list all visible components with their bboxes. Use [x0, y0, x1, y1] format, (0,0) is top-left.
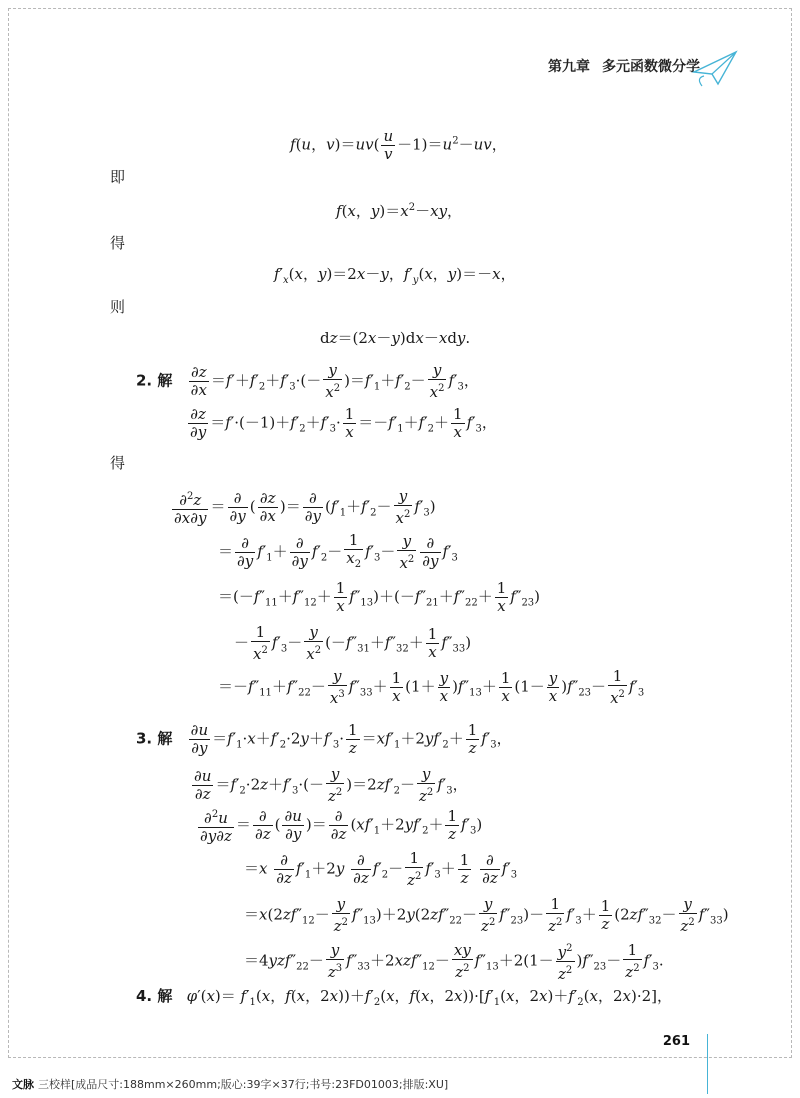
problem-2-line-2: $\frac{\partial z}{\partial y}$ $=f'\cdot(-1)+f'_2+f'_3\cdot$ $\frac{1}{x}$ $=-f'_1+f'_2+$ $\frac{1}{x}$ $f'_3$，	[190, 405, 497, 441]
equation-f-uv: f(u，v)＝uv( $\frac{u}{v}$ $-1)=u^2-uv$，	[290, 127, 507, 163]
page-frame-top	[8, 8, 792, 9]
chapter-title: 多元函数微分学	[602, 59, 700, 75]
imprint-line	[12, 1076, 448, 1092]
word-de-2: 得	[110, 454, 126, 472]
problem-4-line-1: 4. 解 $\varphi'(x)= f'_1(x$，f(x，$2x))+f'_2(x$，f(x，$2x))\cdot[f'_1(x$，$2x)+f'_2(x$，2x)·2]，	[136, 987, 673, 1008]
problem-2-mixed-1: $\frac{\partial^2z}{\partial x\partial y}$ ＝ $\frac{\partial}{\partial y}$ ( $\frac{\partial z}{\partial x}$ )＝ $\frac{\partial}{\partial y}$ ($f'_1+f'_2-$ $\frac{y}{x^2}$ $f'_3$)	[174, 487, 436, 527]
problem-2-line-1: 2. 解 $\frac{\partial z}{\partial x}$ $=f'+f'_2+f'_3\cdot(-$ $\frac{y}{x^2}$ )$=f'_1+f'_2-$ $\frac{y}{x^2}$ $f'_3$，	[136, 361, 479, 401]
word-ze: 则	[110, 298, 126, 316]
problem-3-mixed-4: $=4yzf''_{22}-$ $\frac{y}{z^3}$ $f''_{33}+2xzf''_{12}-$ $\frac{xy}{z^2}$ $f''_{13}+2(1-$ $\frac{y^2}{z^2}$ )$f''_{23}-$ $\frac{1}{z^2}$ $f'_3$.	[244, 941, 664, 983]
problem-3-line-2: $\frac{\partial u}{\partial z}$ $=f'_2\cdot 2z+f'_3\cdot(-$ $\frac{y}{z^2}$ )$=2zf'_2-$ $\frac{y}{z^2}$ $f'_3$，	[194, 765, 468, 805]
problem-2-mixed-4: － $\frac{1}{x^2}$ $f'_3-$ $\frac{y}{x^2}$ ($-f''_{31}+f''_{32}+$ $\frac{1}{x}$ $f''_{33}$)	[234, 623, 472, 663]
page-number: 261	[662, 1034, 690, 1049]
problem-2-label: 2. 解	[136, 371, 173, 390]
problem-3-mixed-1: $\frac{\partial^2u}{\partial y\partial z}$ ＝ $\frac{\partial}{\partial z}$ ( $\frac{\partial u}{\partial y}$ )＝ $\frac{\partial}{\partial z}$ ($xf'_1+2yf'_2+$ $\frac{1}{z}$ $f'_3$)	[200, 807, 483, 845]
chapter-number: 第九章	[548, 59, 590, 75]
problem-2-mixed-2: ＝ $\frac{\partial}{\partial y}$ $f'_1+$ $\frac{\partial}{\partial y}$ $f'_2-$ $\frac{1}{x_2}$ $f'_3-$ $\frac{y}{x^2}$ $\frac{\partial}{\partial y}$ $f'_3$	[218, 531, 458, 572]
paper-plane-icon	[692, 48, 738, 90]
imprint-text: 三校样[成品尺寸:188mm×260mm;版心:39字×37行;书号:23FD01003;排版:XU]	[38, 1078, 449, 1091]
page-frame-right	[791, 8, 792, 1058]
problem-2-mixed-3: $=(-f''_{11}+f''_{12}+$ $\frac{1}{x}$ $f''_{13})+(-f''_{21}+f''_{22}+$ $\frac{1}{x}$ $f''_{23}$)	[218, 579, 541, 615]
problem-4-label: 4. 解	[136, 987, 173, 1005]
problem-3-mixed-3: $=x(2zf''_{12}-$ $\frac{y}{z^2}$ $f''_{13})+2y(2zf''_{22}-$ $\frac{y}{z^2}$ $f''_{23})-$ $\frac{1}{z^2}$ $f'_3+$ $\frac{1}{z}$ ($2zf''_{32}-$ $\frac{y}{z^2}$ $f''_{33}$)	[244, 895, 729, 935]
problem-2-mixed-5: $=-f''_{11}+f''_{22}-$ $\frac{y}{x^3}$ $f''_{33}+$ $\frac{1}{x}$ (1＋ $\frac{y}{x}$ )$f''_{13}+$ $\frac{1}{x}$ (1－ $\frac{y}{x}$ )$f''_{23}-$ $\frac{1}{x^2}$ $f'_3$	[218, 667, 645, 707]
equation-f-xy: f(x，$y)=x^2-xy$，	[336, 202, 463, 220]
page-frame-left	[8, 8, 9, 1058]
equation-dz: dz＝(2x－y)dx－xdy.	[320, 329, 471, 347]
problem-3-label: 3. 解	[136, 729, 173, 748]
running-header	[548, 56, 700, 76]
page-number-rule	[707, 1034, 708, 1094]
problem-3-mixed-2: ＝x $\frac{\partial}{\partial z}$ $f'_1+2y$ $\frac{\partial}{\partial z}$ $f'_2-$ $\frac{1}{z^2}$ $f'_3+$ $\frac{1}{z}$ $\frac{\partial}{\partial z}$ $f'_3$	[244, 849, 518, 889]
word-ji: 即	[110, 168, 126, 186]
imprint-brand: 文脉	[12, 1078, 34, 1091]
word-de: 得	[110, 234, 126, 252]
page-frame-bottom	[8, 1057, 792, 1058]
equation-partials: $f'_x(x$，y)＝2x－y，$f'_y(x$，y)＝－x，	[274, 265, 516, 286]
problem-3-line-1: 3. 解 $\frac{\partial u}{\partial y}$ $=f'_1\cdot x+f'_2\cdot 2y+f'_3\cdot$ $\frac{1}{z}$ $=xf'_1+2yf'_2+$ $\frac{1}{z}$ $f'_3$，	[136, 721, 512, 757]
